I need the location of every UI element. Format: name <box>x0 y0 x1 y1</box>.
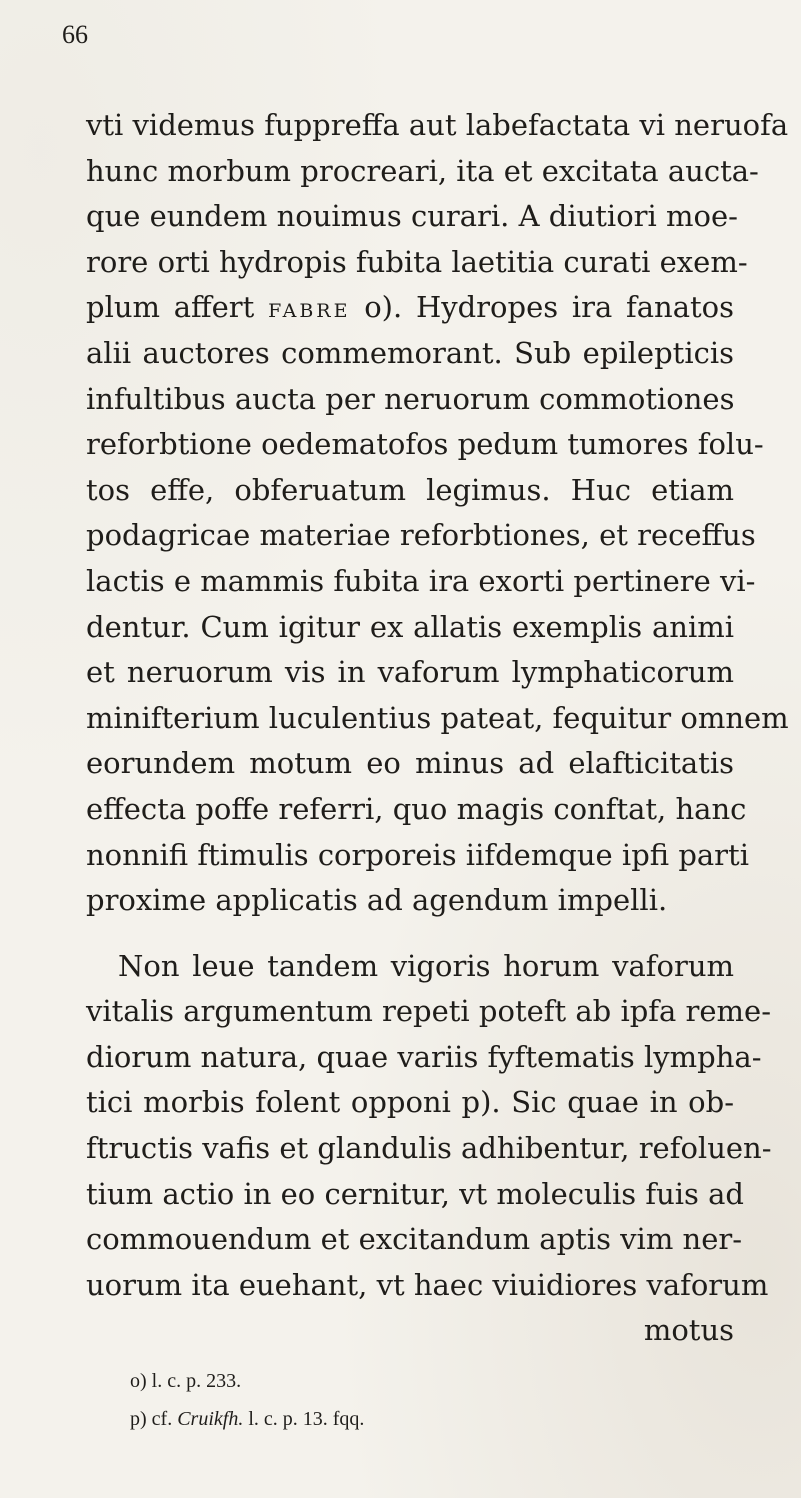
footnote-rest: l. c. p. 13. fqq. <box>248 1408 365 1430</box>
main-text <box>86 103 789 1354</box>
text-line: rore orti hydropis fubita laetitia curati exem- <box>86 244 748 279</box>
text-line: lactis e mammis fubita ira exorti pertinere vi- <box>86 563 756 598</box>
catchword: motus <box>643 1313 734 1348</box>
text-line: commouendum et excitandum aptis vim ner- <box>86 1222 743 1257</box>
text-line: minifterium luculentius pateat, fequitur omnem <box>86 700 789 735</box>
text-line: effecta poffe referri, quo magis conftat, hanc <box>86 791 747 826</box>
author-name: FABRE <box>268 300 351 323</box>
footnotes <box>130 1362 650 1438</box>
footnote-prefix: p) cf. <box>130 1408 173 1430</box>
text-line: dentur. Cum igitur ex allatis exemplis animi <box>86 609 734 644</box>
text-fragment: o). Hydropes ira fanatos <box>364 290 735 325</box>
text-line: tium actio in eo cernitur, vt moleculis fuis ad <box>86 1176 744 1211</box>
text-line: alii auctores commemorant. Sub epilepticis <box>86 335 734 370</box>
footnote: o) l. c. p. 233. <box>130 1370 242 1392</box>
text-line: vitalis argumentum repeti poteft ab ipfa reme- <box>86 994 772 1029</box>
text-fragment: tici morbis folent opponi <box>86 1085 451 1120</box>
text-line: nonnifi ftimulis corporeis iifdemque ipfi parti <box>86 837 749 872</box>
text-line <box>86 285 734 331</box>
text-line: Non leue tandem vigoris horum vaforum <box>118 948 734 983</box>
text-line: vti videmus fuppreffa aut labefactata vi neruofa <box>86 108 789 142</box>
paragraph-gap <box>86 924 734 944</box>
text-fragment: plum affert <box>86 290 255 325</box>
text-line: infultibus aucta per neruorum commotiones <box>86 381 735 416</box>
text-line: reforbtione oedematofos pedum tumores folu- <box>86 427 764 462</box>
text-line: hunc morbum procreari, ita et excitata aucta- <box>86 153 759 188</box>
text-line: proxime applicatis ad agendum impelli. <box>86 883 668 918</box>
text-line: uorum ita euehant, vt haec viuidiores vaforum <box>86 1267 769 1302</box>
text-line: tos effe, obferuatum legimus. Huc etiam <box>86 472 734 507</box>
footnote-author: Cruikfh. <box>177 1408 244 1430</box>
text-line <box>86 1080 734 1126</box>
footnote <box>130 1400 650 1438</box>
text-line: ftructis vafis et glandulis adhibentur, refoluen- <box>86 1131 772 1166</box>
page-number: 66 <box>62 20 88 49</box>
text-line: et neruorum vis in vaforum lymphaticorum <box>86 655 734 690</box>
text-fragment: p). Sic quae in ob- <box>461 1085 734 1120</box>
text-line: podagricae materiae reforbtiones, et receffus <box>86 518 756 553</box>
text-line: que eundem nouimus curari. A diutiori moe- <box>86 199 738 234</box>
text-line: diorum natura, quae variis fyftematis lympha- <box>86 1039 762 1074</box>
text-line: eorundem motum eo minus ad elafticitatis <box>86 746 734 781</box>
